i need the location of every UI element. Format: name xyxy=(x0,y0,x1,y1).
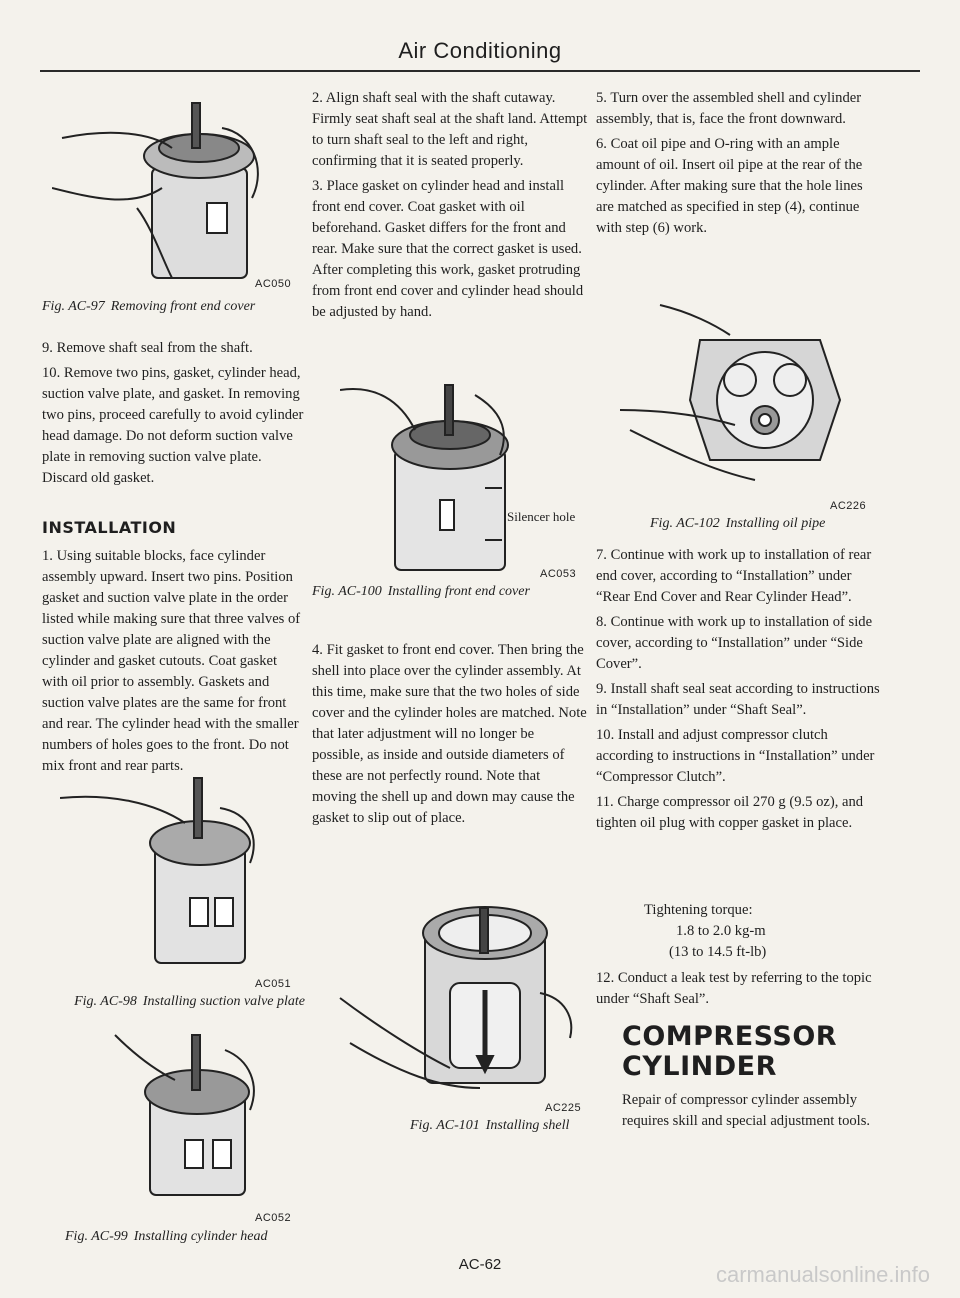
step-paragraph: 5. Turn over the assembled shell and cylinder assembly, that is, face the front downward. xyxy=(596,90,862,127)
figure-label: Fig. AC-98 xyxy=(74,994,137,1009)
torque-imperial: (13 to 14.5 ft-lb) xyxy=(669,944,767,960)
left-column-top xyxy=(42,338,304,493)
step-paragraph: 9. Install shaft seal seat according to instructions in “Installation” under “Shaft Seal”. xyxy=(596,681,880,718)
step-paragraph: 8. Continue with work up to installation of side cover, according to “Installation” under “Side Cover”. xyxy=(596,614,873,672)
figure-code: AC226 xyxy=(830,500,867,512)
step-paragraph: 4. Fit gasket to front end cover. Then bring the shell into place over the cylinder assembly. At this time, make sure that the two holes of side cover and the cylinder holes are matched. Note that later adjustment will no longer be possible, as inside and outside diameters of these are not perfectly round. Note that moving the shell up and down may cause the gasket to slip out of place. xyxy=(312,642,587,826)
figure-caption xyxy=(65,1228,310,1246)
figure-caption xyxy=(70,993,305,1011)
heading-line: CYLINDER xyxy=(622,1051,777,1082)
figure-code: AC225 xyxy=(545,1102,582,1114)
front-end-cover-illustration xyxy=(340,370,520,580)
cylinder-head-illustration xyxy=(95,1030,295,1200)
step-paragraph: 11. Charge compressor oil 270 g (9.5 oz), and tighten oil plug with copper gasket in place. xyxy=(596,794,864,831)
shell-illustration xyxy=(330,878,590,1098)
figure-label: Fig. AC-102 xyxy=(650,516,720,531)
step-paragraph: 9. Remove shaft seal from the shaft. xyxy=(42,340,253,356)
figure-removing-front-end-cover xyxy=(52,88,302,288)
left-column-install xyxy=(42,546,304,781)
figure-caption-text: Removing front end cover xyxy=(110,299,256,314)
right-column-mid xyxy=(596,545,882,838)
section-heading-compressor-cylinder xyxy=(622,1022,837,1082)
figure-label: Fig. AC-97 xyxy=(42,299,105,314)
figure-label: Fig. AC-101 xyxy=(410,1118,480,1133)
page-header-title: Air Conditioning xyxy=(398,38,562,63)
figure-caption xyxy=(42,298,307,316)
page-number: AC-62 xyxy=(458,1256,502,1273)
middle-column-step-4 xyxy=(312,640,588,833)
figure-label: Fig. AC-100 xyxy=(312,584,382,599)
silencer-hole-callout: Silencer hole xyxy=(507,509,576,524)
figure-code: AC052 xyxy=(255,1212,292,1224)
step-paragraph: 10. Install and adjust compressor clutch according to instructions in “Installation” under “Compressor Clutch”. xyxy=(596,727,875,785)
section-heading-installation: INSTALLATION xyxy=(42,518,177,537)
figure-caption-text: Installing front end cover xyxy=(387,584,530,599)
figure-installing-front-end-cover xyxy=(340,370,520,580)
figure-installing-cylinder-head xyxy=(95,1030,295,1200)
figure-caption-text: Installing suction valve plate xyxy=(142,994,305,1009)
torque-label: Tightening torque: xyxy=(644,902,753,918)
front-cover-illustration xyxy=(52,88,302,288)
figure-code: AC051 xyxy=(255,978,292,990)
step-paragraph: 2. Align shaft seal with the shaft cutaway. Firmly seat shaft seal at the shaft land. Attempt to turn shaft seal to the left and right, confirming that it is seated properly. xyxy=(312,90,588,169)
figure-installing-suction-valve-plate xyxy=(60,768,270,968)
step-paragraph: 3. Place gasket on cylinder head and install front end cover. Coat gasket with oil beforehand. Gasket differs for the front and rear. Make sure that the correct gasket is used. After completing this work, gasket protruding from front end cover and cylinder head should be adjusted by hand. xyxy=(312,178,584,320)
step-paragraph: 6. Coat oil pipe and O-ring with an ample amount of oil. Insert oil pipe at the rear of the cylinder. After making sure that the hole lines are matched as specified in step (4), continue with step (6) work. xyxy=(596,136,863,236)
step-paragraph: 7. Continue with work up to installation of rear end cover, according to “Installation” under “Rear End Cover and Rear Cylinder Head”. xyxy=(596,547,872,605)
figure-label: Fig. AC-99 xyxy=(65,1229,128,1244)
figure-caption xyxy=(410,1117,590,1135)
figure-caption xyxy=(312,583,592,601)
step-paragraph: 10. Remove two pins, gasket, cylinder head, suction valve plate, and gasket. In removing two pins, proceed carefully to avoid cylinder head damage. Do not deform suction valve plate in removing suction valve plate. Discard old gasket. xyxy=(42,365,304,486)
torque-metric: 1.8 to 2.0 kg-m xyxy=(676,923,766,939)
heading-line: COMPRESSOR xyxy=(622,1021,838,1052)
suction-valve-plate-illustration xyxy=(60,768,270,968)
figure-caption-text: Installing shell xyxy=(485,1118,570,1133)
figure-code: AC050 xyxy=(255,278,292,290)
figure-caption xyxy=(650,515,875,533)
figure-caption-text: Installing oil pipe xyxy=(725,516,826,531)
step-paragraph: 1. Using suitable blocks, face cylinder assembly upward. Insert two pins. Position gasket and suction valve plate in the order listed while making sure that three valves of suction valve plate are aligned with the cylinder and gasket cutouts. Coat gasket with oil prior to assembly. Gaskets and suction valve plates are the same for front and rear. The cylinder head with the smaller numbers of holes goes to the front. Do not mix front and rear parts. xyxy=(42,548,301,774)
header-rule xyxy=(40,70,920,72)
right-column-step-12 xyxy=(596,968,882,1014)
right-column-top xyxy=(596,88,882,243)
figure-code: AC053 xyxy=(540,568,577,580)
watermark: carmanualsonline.info xyxy=(715,1262,930,1287)
step-paragraph: 12. Conduct a leak test by referring to the topic under “Shaft Seal”. xyxy=(596,970,872,1007)
figure-caption-text: Installing cylinder head xyxy=(133,1229,268,1244)
figure-installing-shell xyxy=(330,878,590,1098)
step-paragraph: Repair of compressor cylinder assembly requires skill and special adjustment tools. xyxy=(622,1092,871,1129)
oil-pipe-illustration xyxy=(620,300,860,490)
figure-installing-oil-pipe xyxy=(620,300,860,490)
right-column-closing xyxy=(622,1090,882,1136)
middle-column-top xyxy=(312,88,588,327)
